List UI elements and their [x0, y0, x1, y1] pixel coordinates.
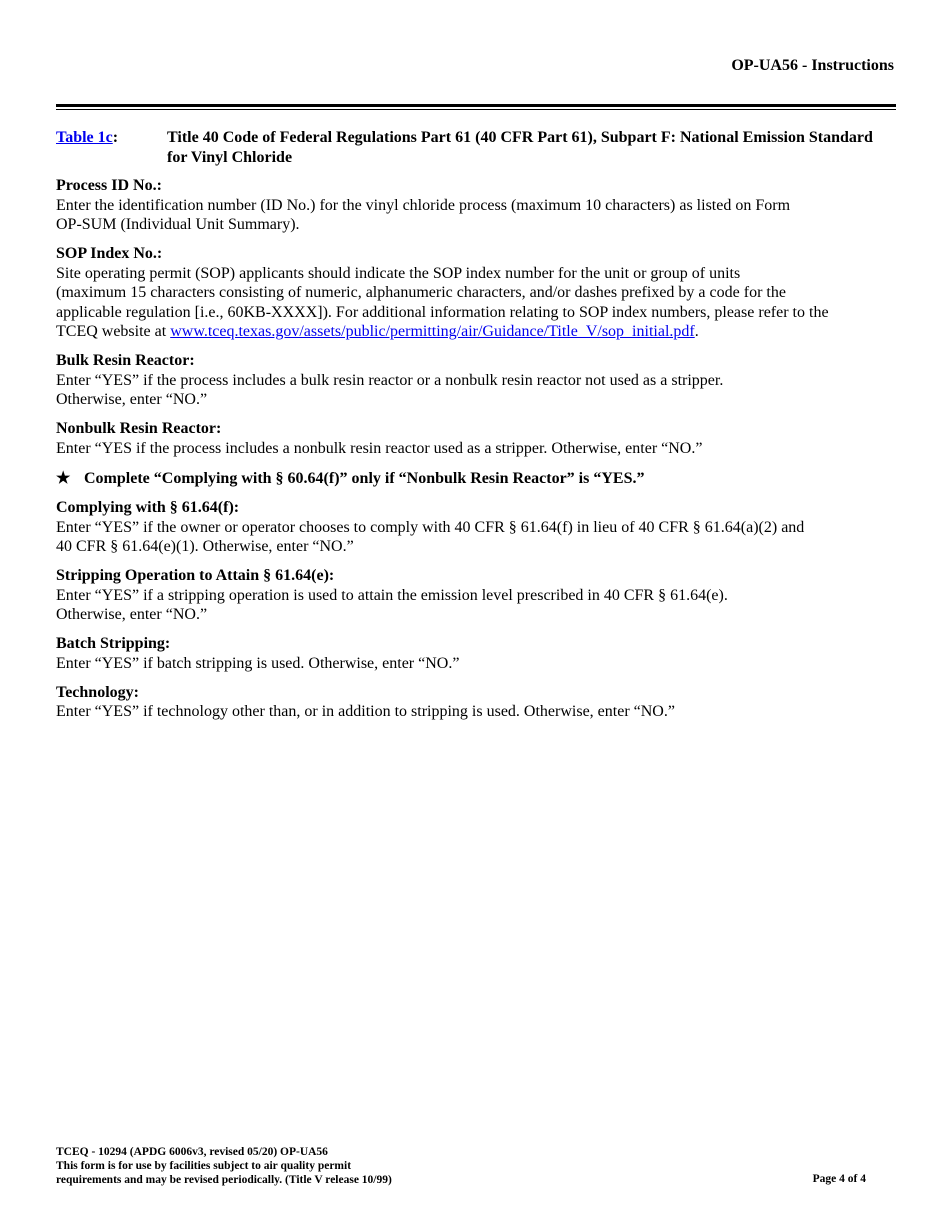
- section-stripping: [56, 566, 896, 625]
- footer-line: requirements and may be revised periodically. (Title V release 10/99): [56, 1174, 392, 1186]
- text-line: Site operating permit (SOP) applicants should indicate the SOP index number for the unit or group of units: [56, 264, 741, 282]
- text-line: Enter “YES” if technology other than, or in addition to stripping is used. Otherwise, enter “NO.”: [56, 703, 675, 720]
- star-note: [56, 469, 896, 489]
- section-label: SOP Index No.:: [56, 245, 163, 262]
- section-label: Stripping Operation to Attain § 61.64(e):: [56, 567, 335, 584]
- section-label: Complying with § 61.64(f):: [56, 499, 240, 516]
- table-heading: [56, 128, 896, 166]
- star-note-text: Complete “Complying with § 60.64(f)” only if “Nonbulk Resin Reactor” is “YES.”: [84, 470, 645, 487]
- table-1c-link[interactable]: Table 1c: [56, 129, 113, 146]
- header-rule-thin: [56, 109, 896, 110]
- text-line: Enter “YES” if a stripping operation is used to attain the emission level prescribed in 40 CFR § 61.64(e).: [56, 586, 728, 604]
- section-complying: [56, 498, 896, 557]
- table-title: Title 40 Code of Federal Regulations Part 61 (40 CFR Part 61), Subpart F: National Emission Standard for Vinyl Chloride: [167, 129, 873, 166]
- text-line: Otherwise, enter “NO.”: [56, 391, 208, 408]
- text-line: [56, 322, 896, 342]
- text-line: Otherwise, enter “NO.”: [56, 606, 208, 623]
- text-line: Enter “YES” if the owner or operator chooses to comply with 40 CFR § 61.64(f) in lieu of 40 CFR § 61.64(a)(2) and: [56, 518, 805, 536]
- section-label: Bulk Resin Reactor:: [56, 352, 195, 369]
- text-line: Enter “YES if the process includes a nonbulk resin reactor used as a stripper. Otherwise, enter “NO.”: [56, 439, 703, 457]
- section-label: Process ID No.:: [56, 177, 162, 194]
- text: .: [694, 323, 699, 340]
- section-label: Technology:: [56, 683, 139, 701]
- section-bulk-resin: [56, 351, 896, 410]
- sop-guidance-link[interactable]: www.tceq.texas.gov/assets/public/permitting/air/Guidance/Title_V/sop_initial.pdf: [170, 323, 695, 340]
- text-line: (maximum 15 characters consisting of numeric, alphanumeric characters, and/or dashes prefixed by a code for the: [56, 284, 786, 301]
- section-process-id: [56, 176, 896, 235]
- footer-line: TCEQ - 10294 (APDG 6006v3, revised 05/20) OP-UA56: [56, 1146, 328, 1158]
- section-sop-index: [56, 244, 896, 342]
- text-line: OP-SUM (Individual Unit Summary).: [56, 216, 300, 233]
- page-number: Page 4 of 4: [812, 1173, 866, 1185]
- text-line: Enter “YES” if batch stripping is used. Otherwise, enter “NO.”: [56, 654, 460, 672]
- header-rule: [56, 104, 896, 107]
- section-batch: [56, 634, 896, 673]
- instructions-body: [56, 176, 896, 722]
- section-label: Nonbulk Resin Reactor:: [56, 420, 222, 437]
- text-line: applicable regulation [i.e., 60KB-XXXX]). For additional information relating to SOP index numbers, please refer to the: [56, 303, 829, 321]
- text: TCEQ website at: [56, 323, 171, 340]
- footer: [56, 1145, 392, 1187]
- section-technology: [56, 683, 896, 722]
- text-line: Enter the identification number (ID No.) for the vinyl chloride process (maximum 10 characters) as listed on Form: [56, 196, 791, 214]
- text-line: 40 CFR § 61.64(e)(1). Otherwise, enter “NO.”: [56, 538, 354, 555]
- section-label: Batch Stripping:: [56, 635, 171, 652]
- colon: :: [112, 129, 119, 146]
- header-title: OP-UA56 - Instructions: [731, 57, 894, 74]
- section-nonbulk-resin: [56, 419, 896, 458]
- footer-line: This form is for use by facilities subject to air quality permit: [56, 1160, 352, 1172]
- star-icon: ★: [56, 470, 71, 487]
- text-line: Enter “YES” if the process includes a bulk resin reactor or a nonbulk resin reactor not used as a stripper.: [56, 371, 724, 389]
